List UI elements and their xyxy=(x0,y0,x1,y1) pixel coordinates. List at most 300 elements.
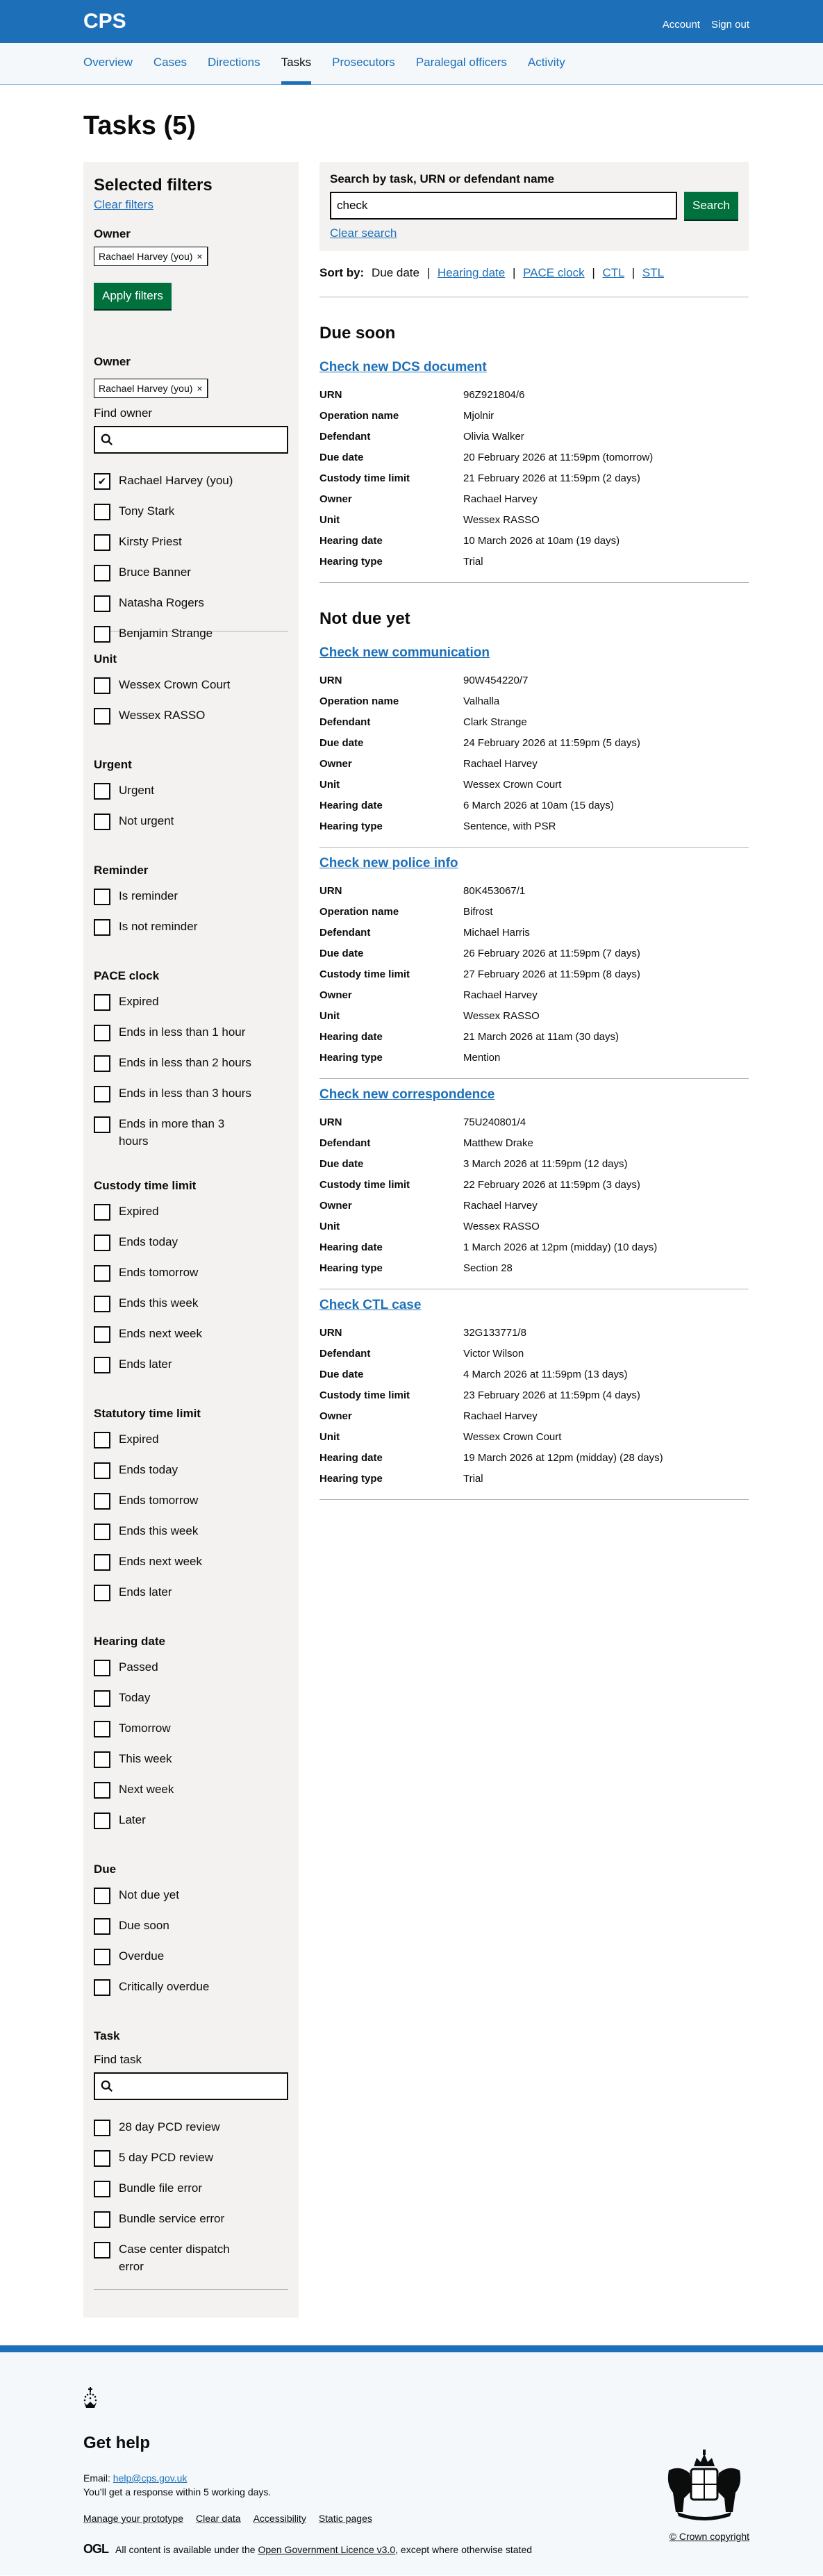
task-row xyxy=(319,1216,749,1237)
owner-options-scroll[interactable] xyxy=(94,472,288,640)
checkbox-icon[interactable] xyxy=(94,504,110,520)
row-key: Custody time limit xyxy=(319,1179,410,1191)
account-link[interactable]: Account xyxy=(662,19,700,31)
row-key: Due date xyxy=(319,737,364,749)
row-key: Hearing date xyxy=(319,1031,383,1043)
account-nav xyxy=(663,19,749,31)
row-value: 96Z921804/6 xyxy=(463,389,525,401)
checkbox-icon[interactable] xyxy=(94,626,110,643)
task-row xyxy=(319,468,749,489)
nav-link-tasks[interactable]: Tasks xyxy=(281,56,312,69)
task-row xyxy=(319,1427,749,1448)
checkbox-icon[interactable] xyxy=(94,2150,110,2167)
task-row xyxy=(319,1048,749,1068)
row-key: URN xyxy=(319,1116,342,1128)
licence xyxy=(83,2542,740,2557)
checkbox-icon[interactable] xyxy=(94,2181,110,2197)
checkbox-hearing-option[interactable]: Next week xyxy=(94,1781,288,1811)
checkbox-task-option[interactable]: 5 day PCD review xyxy=(94,2149,288,2179)
checkbox-hearing-option[interactable]: Tomorrow xyxy=(94,1719,288,1750)
response-time: You’ll get a response within 5 working days. xyxy=(83,2486,272,2497)
row-value: Rachael Harvey xyxy=(463,1410,538,1422)
checkbox-stl-option[interactable]: Ends today xyxy=(94,1461,288,1492)
selected-filters-heading: Selected filters xyxy=(94,176,213,195)
help-email-link[interactable]: help@cps.gov.uk xyxy=(113,2472,188,2484)
find-owner-input[interactable] xyxy=(94,426,288,454)
licence-prefix: All content is available under the xyxy=(115,2543,256,2555)
row-value: 19 March 2026 at 12pm (midday) (28 days) xyxy=(463,1452,663,1464)
group-title: Reminder xyxy=(94,864,149,877)
ogl-logo-icon: OGL xyxy=(83,2542,108,2556)
sort-current: Due date xyxy=(371,266,419,279)
task-row xyxy=(319,1006,749,1027)
row-key: Unit xyxy=(319,514,340,526)
checkbox-icon[interactable] xyxy=(94,565,110,581)
row-value: 90W454220/7 xyxy=(463,675,529,686)
checkbox-icon[interactable] xyxy=(94,677,110,694)
row-key: Custody time limit xyxy=(319,472,410,484)
task-card xyxy=(319,848,749,1079)
site-footer xyxy=(0,2345,823,2575)
task-row xyxy=(319,1323,749,1344)
checkbox-hearing-option[interactable]: Later xyxy=(94,1811,288,1842)
row-value: Clark Strange xyxy=(463,716,527,728)
row-value: 21 February 2026 at 11:59pm (2 days) xyxy=(463,472,640,484)
sort-separator: | xyxy=(512,266,516,279)
row-value: Olivia Walker xyxy=(463,431,524,443)
checkbox-icon[interactable] xyxy=(94,919,110,936)
search-icon xyxy=(101,434,113,446)
task-row xyxy=(319,733,749,754)
clear-search-link[interactable]: Clear search xyxy=(330,226,397,240)
task-link[interactable]: Check new communication xyxy=(319,645,490,660)
row-key: Operation name xyxy=(319,410,399,422)
find-owner-label: Find owner xyxy=(94,406,153,420)
row-value: Matthew Drake xyxy=(463,1137,533,1149)
find-task-input[interactable] xyxy=(94,2072,288,2100)
checkbox-icon[interactable] xyxy=(94,1265,110,1282)
row-value: 20 February 2026 at 11:59pm (tomorrow) xyxy=(463,452,654,463)
row-key: URN xyxy=(319,675,342,686)
sort-ctl-link[interactable]: CTL xyxy=(602,266,624,279)
row-value: Wessex RASSO xyxy=(463,1010,540,1022)
checkbox-owner-option[interactable]: Kirsty Priest xyxy=(94,533,288,563)
nav-item-prosecutors[interactable] xyxy=(332,56,395,85)
row-value: 21 March 2026 at 11am (30 days) xyxy=(463,1031,620,1043)
task-link[interactable]: Check CTL case xyxy=(319,1298,422,1312)
row-key: Defendant xyxy=(319,716,371,728)
filter-group-hearing-date xyxy=(94,1635,288,1842)
clear-filters-link[interactable]: Clear filters xyxy=(94,198,153,211)
filter-panel xyxy=(83,162,299,2318)
filter-group-statutory-time-limit xyxy=(94,1407,288,1614)
checkbox-icon[interactable] xyxy=(94,1813,110,1829)
sort-stl-link[interactable]: STL xyxy=(642,266,665,279)
row-key: Hearing date xyxy=(319,800,383,811)
page-layout xyxy=(83,162,740,2318)
section-title-due-soon: Due soon xyxy=(319,324,396,342)
manage-prototype-link[interactable]: Manage your prototype xyxy=(83,2513,183,2524)
checkbox-icon[interactable] xyxy=(94,1235,110,1251)
task-row xyxy=(319,754,749,775)
row-value: Wessex Crown Court xyxy=(463,1431,562,1443)
search-panel xyxy=(319,162,749,251)
row-key: Due date xyxy=(319,1158,364,1170)
row-key: Hearing type xyxy=(319,1052,383,1064)
checkbox-owner-option[interactable]: ✔ Rachael Harvey (you) xyxy=(94,472,288,502)
row-key: Hearing type xyxy=(319,556,383,568)
row-value: Rachael Harvey xyxy=(463,989,538,1001)
group-title: Unit xyxy=(94,652,117,666)
checkbox-hearing-option[interactable]: Today xyxy=(94,1689,288,1719)
row-key: Defendant xyxy=(319,1137,371,1149)
selected-owner-label: Owner xyxy=(94,227,131,240)
checkbox-icon[interactable] xyxy=(94,1296,110,1312)
task-row xyxy=(319,985,749,1006)
task-card xyxy=(319,1079,749,1289)
row-key: Hearing type xyxy=(319,1473,383,1485)
checkbox-stl-option[interactable]: Ends tomorrow xyxy=(94,1492,288,1522)
checkbox-icon[interactable] xyxy=(94,2120,110,2136)
task-row xyxy=(319,1448,749,1469)
clear-data-link[interactable]: Clear data xyxy=(195,2513,241,2524)
checkbox-icon[interactable] xyxy=(94,889,110,905)
task-row xyxy=(319,1406,749,1427)
sort-separator: | xyxy=(631,266,635,279)
row-key: Due date xyxy=(319,452,364,463)
checkbox-icon[interactable] xyxy=(94,534,110,551)
checkbox-icon[interactable] xyxy=(94,1782,110,1799)
checkbox-icon[interactable] xyxy=(94,1086,110,1103)
selected-filter-tag[interactable] xyxy=(94,247,208,266)
checkbox-pace-option[interactable]: Ends in less than 1 hour xyxy=(94,1023,288,1054)
nav-link-directions[interactable]: Directions xyxy=(208,56,260,69)
task-row xyxy=(319,816,749,837)
nav-item-tasks[interactable] xyxy=(281,56,311,85)
task-card xyxy=(319,1289,749,1500)
row-key: Due date xyxy=(319,1369,364,1380)
task-row xyxy=(319,1112,749,1133)
nav-link-cases[interactable]: Cases xyxy=(153,56,188,69)
checkbox-icon[interactable] xyxy=(94,1432,110,1448)
task-row xyxy=(319,447,749,468)
sort-bar xyxy=(319,266,749,297)
checkbox-task-option[interactable]: Case center dispatch error xyxy=(94,2240,288,2284)
checkbox-icon[interactable] xyxy=(94,1660,110,1676)
checkbox-ctl-option[interactable]: Ends today xyxy=(94,1233,288,1264)
checkbox-due-option[interactable]: Not due yet xyxy=(94,1886,288,1917)
footer-email xyxy=(83,2472,740,2484)
row-value: Rachael Harvey xyxy=(463,1200,538,1212)
row-value: 24 February 2026 at 11:59pm (5 days) xyxy=(463,737,640,749)
row-value: Rachael Harvey xyxy=(463,493,538,505)
row-value: 26 February 2026 at 11:59pm (7 days) xyxy=(463,948,640,959)
checkbox-owner-option[interactable]: Bruce Banner xyxy=(94,563,288,594)
checkbox-icon[interactable] xyxy=(94,1116,110,1133)
checkbox-icon[interactable] xyxy=(94,2211,110,2228)
cps-logo[interactable]: CPS xyxy=(83,10,126,33)
row-value: 10 March 2026 at 10am (19 days) xyxy=(463,535,620,547)
checkbox-pace-option[interactable]: Ends in more than 3 hours xyxy=(94,1115,288,1158)
row-key: Hearing date xyxy=(319,1452,383,1464)
sort-separator: | xyxy=(426,266,431,279)
checkbox-icon[interactable] xyxy=(94,1751,110,1768)
section-title-not-due-yet: Not due yet xyxy=(319,609,410,628)
checkbox-icon[interactable] xyxy=(94,1979,110,1996)
apply-filters-button[interactable]: Apply filters xyxy=(94,283,172,309)
task-row xyxy=(319,795,749,816)
task-row xyxy=(319,552,749,572)
filter-group-owner xyxy=(94,355,288,640)
task-row xyxy=(319,489,749,510)
task-row xyxy=(319,923,749,943)
sort-pace-clock-link[interactable]: PACE clock xyxy=(523,266,585,279)
sort-label: Sort by: xyxy=(319,266,365,279)
filter-group-custody-time-limit xyxy=(94,1179,288,1386)
row-value: Michael Harris xyxy=(463,927,530,939)
nav-link-paralegal-officers[interactable]: Paralegal officers xyxy=(415,56,507,69)
crown-copyright-link[interactable]: © Crown copyright xyxy=(669,2531,749,2542)
checkbox-icon[interactable] xyxy=(94,2242,110,2259)
checkbox-icon[interactable] xyxy=(94,1462,110,1479)
task-row xyxy=(319,510,749,531)
checkbox-stl-option[interactable]: Ends next week xyxy=(94,1553,288,1583)
checkbox-icon[interactable] xyxy=(94,1357,110,1373)
checkbox-due-option[interactable]: Overdue xyxy=(94,1947,288,1978)
search-icon xyxy=(101,2080,113,2092)
sign-out-link[interactable]: Sign out xyxy=(710,19,749,31)
group-title: Due xyxy=(94,1863,117,1876)
task-row xyxy=(319,881,749,902)
checkbox-icon[interactable] xyxy=(94,1585,110,1601)
task-row xyxy=(319,1364,749,1385)
search-button[interactable]: Search xyxy=(684,192,738,220)
row-key: Owner xyxy=(319,493,352,505)
row-value: Rachael Harvey xyxy=(463,758,538,770)
checkbox-stl-option[interactable]: Ends this week xyxy=(94,1522,288,1553)
nav-item-cases[interactable] xyxy=(153,56,187,85)
checkbox-task-option[interactable]: Bundle service error xyxy=(94,2210,288,2240)
licence-suffix: , except where otherwise stated xyxy=(395,2543,533,2555)
tag-label: Rachael Harvey (you) xyxy=(99,383,193,394)
row-key: Owner xyxy=(319,758,352,770)
tag-label: Rachael Harvey (you) xyxy=(99,251,193,262)
row-key: Hearing date xyxy=(319,535,383,547)
nav-item-paralegal-officers[interactable] xyxy=(416,56,507,85)
row-key: Due date xyxy=(319,948,364,959)
checkbox-icon[interactable] xyxy=(94,1025,110,1041)
open-government-licence-link[interactable]: Open Government Licence v3.0 xyxy=(258,2543,396,2555)
row-key: Defendant xyxy=(319,1348,371,1360)
checkbox-icon[interactable] xyxy=(94,814,110,830)
task-row xyxy=(319,1469,749,1489)
task-card xyxy=(319,352,749,583)
filter-group-task xyxy=(94,2029,288,2290)
checkbox-icon[interactable] xyxy=(94,1055,110,1072)
nav-item-activity[interactable] xyxy=(528,56,565,85)
row-value: Wessex Crown Court xyxy=(463,779,562,791)
static-pages-link[interactable]: Static pages xyxy=(318,2513,372,2524)
row-key: Custody time limit xyxy=(319,968,410,980)
checkbox-icon[interactable] xyxy=(94,1524,110,1540)
checkbox-hearing-option[interactable]: This week xyxy=(94,1750,288,1781)
task-link[interactable]: Check new DCS document xyxy=(319,360,487,374)
row-key: Operation name xyxy=(319,695,399,707)
row-value: Trial xyxy=(463,1473,483,1485)
row-value: 27 February 2026 at 11:59pm (8 days) xyxy=(463,968,640,980)
checkbox-ctl-option[interactable]: Ends later xyxy=(94,1355,288,1386)
row-value: Wessex RASSO xyxy=(463,1221,540,1232)
row-value: Mention xyxy=(463,1052,501,1064)
remove-tag-icon[interactable]: × xyxy=(197,251,203,262)
checkbox-icon[interactable] xyxy=(94,994,110,1011)
checkbox-owner-option[interactable]: Tony Stark xyxy=(94,502,288,533)
checkbox-icon[interactable] xyxy=(94,1690,110,1707)
row-value: 23 February 2026 at 11:59pm (4 days) xyxy=(463,1389,640,1401)
task-row xyxy=(319,1258,749,1279)
checkbox-stl-option[interactable]: Expired xyxy=(94,1430,288,1461)
checkbox-hearing-option[interactable]: Passed xyxy=(94,1658,288,1689)
task-row xyxy=(319,1237,749,1258)
checkbox-reminder-option[interactable]: Is reminder xyxy=(94,887,288,918)
footer-links xyxy=(83,2513,740,2524)
task-row xyxy=(319,691,749,712)
crown-icon xyxy=(83,2387,97,2409)
checkbox-icon[interactable] xyxy=(94,1554,110,1571)
checkbox-ctl-option[interactable]: Ends next week xyxy=(94,1325,288,1355)
checkbox-icon[interactable] xyxy=(94,783,110,800)
checkbox-stl-option[interactable]: Ends later xyxy=(94,1583,288,1614)
checkbox-unit-option[interactable]: Wessex Crown Court xyxy=(94,676,288,707)
row-value: 3 March 2026 at 11:59pm (12 days) xyxy=(463,1158,628,1170)
checkbox-icon[interactable] xyxy=(94,708,110,725)
search-label: Search by task, URN or defendant name xyxy=(330,172,555,185)
checkbox-task-option[interactable]: 28 day PCD review xyxy=(94,2118,288,2149)
nav-link-overview[interactable]: Overview xyxy=(83,56,133,69)
checkbox-icon[interactable] xyxy=(94,1721,110,1737)
task-row xyxy=(319,902,749,923)
service-navigation xyxy=(0,43,823,85)
row-value: 1 March 2026 at 12pm (midday) (10 days) xyxy=(463,1241,658,1253)
checkbox-pace-option[interactable]: Ends in less than 3 hours xyxy=(94,1084,288,1115)
filter-group-pace-clock xyxy=(94,969,288,1158)
task-row xyxy=(319,1027,749,1048)
row-key: Hearing type xyxy=(319,1262,383,1274)
checkbox-icon[interactable] xyxy=(94,1204,110,1221)
owner-tag[interactable] xyxy=(94,379,208,398)
checkbox-icon[interactable] xyxy=(94,1326,110,1343)
filter-group-urgent xyxy=(94,758,288,843)
task-row xyxy=(319,1175,749,1196)
checkbox-pace-option[interactable]: Expired xyxy=(94,993,288,1023)
row-key: Defendant xyxy=(319,927,371,939)
checkbox-icon[interactable] xyxy=(94,1493,110,1510)
row-value: 75U240801/4 xyxy=(463,1116,526,1128)
row-key: URN xyxy=(319,389,342,401)
row-key: URN xyxy=(319,885,342,897)
row-key: Unit xyxy=(319,1010,340,1022)
remove-tag-icon[interactable]: × xyxy=(197,383,203,394)
task-row xyxy=(319,775,749,795)
checkbox-ctl-option[interactable]: Expired xyxy=(94,1203,288,1233)
row-value: 80K453067/1 xyxy=(463,885,526,897)
row-key: Unit xyxy=(319,1431,340,1443)
group-title: Owner xyxy=(94,355,131,368)
sort-hearing-date-link[interactable]: Hearing date xyxy=(437,266,506,279)
row-value: Victor Wilson xyxy=(463,1348,524,1360)
task-results xyxy=(319,162,749,1500)
nav-link-prosecutors[interactable]: Prosecutors xyxy=(332,56,395,69)
checkbox-task-option[interactable]: Bundle file error xyxy=(94,2179,288,2210)
checkbox-owner-option[interactable]: Natasha Rogers xyxy=(94,594,288,625)
checkbox-icon[interactable] xyxy=(94,1949,110,1965)
row-value: 4 March 2026 at 11:59pm (13 days) xyxy=(463,1369,628,1380)
row-key: Unit xyxy=(319,779,340,791)
checkbox-urgent-option[interactable]: Not urgent xyxy=(94,812,288,843)
checkbox-ctl-option[interactable]: Ends this week xyxy=(94,1294,288,1325)
task-row xyxy=(319,1154,749,1175)
row-key: Unit xyxy=(319,1221,340,1232)
task-link[interactable]: Check new correspondence xyxy=(319,1087,495,1102)
row-key: URN xyxy=(319,1327,342,1339)
checkbox-urgent-option[interactable]: Urgent xyxy=(94,782,288,812)
row-value: Trial xyxy=(463,556,483,568)
footer-heading: Get help xyxy=(83,2434,151,2452)
row-key: Custody time limit xyxy=(319,1389,410,1401)
checkbox-icon[interactable] xyxy=(94,1918,110,1935)
checkbox-icon[interactable] xyxy=(94,595,110,612)
checkbox-checked-icon[interactable]: ✔ xyxy=(94,473,110,490)
row-key: Owner xyxy=(319,989,352,1001)
royal-coat-of-arms-icon xyxy=(663,2450,745,2519)
row-key: Operation name xyxy=(319,906,399,918)
search-input[interactable] xyxy=(330,192,677,220)
checkbox-unit-option[interactable]: Wessex RASSO xyxy=(94,707,288,737)
site-header xyxy=(0,0,823,43)
checkbox-due-option[interactable]: Critically overdue xyxy=(94,1978,288,2008)
task-row xyxy=(319,406,749,427)
task-card xyxy=(319,637,749,848)
row-key: Defendant xyxy=(319,431,371,443)
row-value: Mjolnir xyxy=(463,410,494,422)
task-row xyxy=(319,1196,749,1216)
checkbox-reminder-option[interactable]: Is not reminder xyxy=(94,918,288,948)
row-value: Sentence, with PSR xyxy=(463,820,556,832)
checkbox-icon[interactable] xyxy=(94,1888,110,1904)
row-value: Bifrost xyxy=(463,906,493,918)
row-value: 6 March 2026 at 10am (15 days) xyxy=(463,800,614,811)
task-row xyxy=(319,712,749,733)
task-row xyxy=(319,943,749,964)
checkbox-due-option[interactable]: Due soon xyxy=(94,1917,288,1947)
checkbox-ctl-option[interactable]: Ends tomorrow xyxy=(94,1264,288,1294)
page-title: Tasks (5) xyxy=(83,111,196,140)
task-link[interactable]: Check new police info xyxy=(319,856,458,870)
nav-item-directions[interactable] xyxy=(208,56,260,85)
filter-group-reminder xyxy=(94,864,288,948)
checkbox-pace-option[interactable]: Ends in less than 2 hours xyxy=(94,1054,288,1084)
task-row xyxy=(319,1385,749,1406)
sort-separator: | xyxy=(592,266,595,279)
row-key: Owner xyxy=(319,1200,352,1212)
task-row xyxy=(319,1344,749,1364)
filter-group-unit xyxy=(94,652,288,737)
nav-item-overview[interactable] xyxy=(83,56,133,85)
checkbox-owner-option[interactable]: Benjamin Strange xyxy=(94,625,288,655)
group-title: Urgent xyxy=(94,758,132,771)
nav-link-activity[interactable]: Activity xyxy=(527,56,565,69)
accessibility-link[interactable]: Accessibility xyxy=(253,2513,306,2524)
